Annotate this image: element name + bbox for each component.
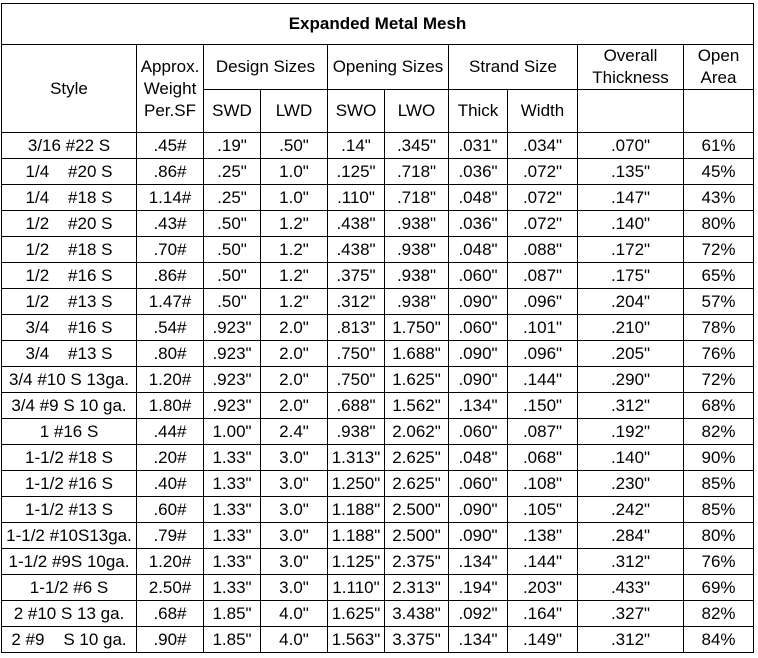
cell-lwd: 3.0" [261,445,328,471]
header-thick: Thick [449,90,508,133]
table-row [2,627,754,653]
cell-lwo: 2.313" [385,575,449,601]
cell-open: 90% [684,445,754,471]
cell-swd: 1.85" [204,627,261,653]
cell-lwo: 2.625" [385,471,449,497]
cell-open: 65% [684,263,754,289]
table-row [2,315,754,341]
table-row [2,133,754,159]
cell-style: 2 #9 S 10 ga. [2,627,137,653]
cell-weight: .45# [137,133,204,159]
cell-lwd: 1.2" [261,211,328,237]
cell-thick: .060" [449,471,508,497]
cell-lwd: 3.0" [261,575,328,601]
cell-thick: .031" [449,133,508,159]
header-strand-size: Strand Size [449,45,578,90]
table-row [2,159,754,185]
cell-open: 82% [684,601,754,627]
table-row [2,419,754,445]
header-lwd: LWD [261,90,328,133]
cell-swd: .923" [204,315,261,341]
cell-style: 3/4 #16 S [2,315,137,341]
cell-swd: 1.33" [204,523,261,549]
cell-overall: .192" [578,419,684,445]
cell-lwd: 1.2" [261,289,328,315]
cell-lwd: 1.2" [261,237,328,263]
header-swd: SWD [204,90,261,133]
cell-overall: .290" [578,367,684,393]
cell-style: 1-1/2 #10S13ga. [2,523,137,549]
cell-swd: .50" [204,263,261,289]
cell-swo: .438" [328,211,385,237]
cell-open: 68% [684,393,754,419]
cell-lwd: 1.0" [261,185,328,211]
cell-weight: .90# [137,627,204,653]
cell-lwd: 2.0" [261,341,328,367]
table-row [2,523,754,549]
cell-thick: .134" [449,549,508,575]
cell-weight: 1.14# [137,185,204,211]
cell-weight: .68# [137,601,204,627]
cell-swo: .375" [328,263,385,289]
table-row [2,367,754,393]
cell-overall: .284" [578,523,684,549]
cell-swd: 1.85" [204,601,261,627]
cell-width: .203" [508,575,578,601]
table-title: Expanded Metal Mesh [2,4,754,45]
cell-style: 1-1/2 #9S 10ga. [2,549,137,575]
cell-open: 69% [684,575,754,601]
cell-overall: .433" [578,575,684,601]
cell-lwd: 2.0" [261,315,328,341]
cell-lwo: 2.062" [385,419,449,445]
cell-thick: .048" [449,445,508,471]
table-container [1,3,754,653]
cell-weight: .60# [137,497,204,523]
cell-overall: .242" [578,497,684,523]
cell-open: 76% [684,341,754,367]
header-overall-thickness: Overall Thickness [578,45,684,90]
cell-overall: .210" [578,315,684,341]
cell-swd: 1.33" [204,471,261,497]
cell-lwd: 1.2" [261,263,328,289]
cell-lwd: 3.0" [261,497,328,523]
cell-style: 1 #16 S [2,419,137,445]
header-width: Width [508,90,578,133]
cell-lwo: .938" [385,263,449,289]
cell-lwd: .50" [261,133,328,159]
cell-lwd: 1.0" [261,159,328,185]
header-swo: SWO [328,90,385,133]
cell-overall: .312" [578,393,684,419]
cell-style: 1/4 #20 S [2,159,137,185]
cell-swd: 1.00" [204,419,261,445]
cell-overall: .230" [578,471,684,497]
cell-style: 1/2 #18 S [2,237,137,263]
table-row [2,471,754,497]
cell-open: 80% [684,211,754,237]
cell-style: 3/4 #13 S [2,341,137,367]
cell-thick: .060" [449,263,508,289]
cell-weight: 2.50# [137,575,204,601]
cell-thick: .090" [449,341,508,367]
cell-swd: 1.33" [204,497,261,523]
cell-swo: 1.625" [328,601,385,627]
cell-open: 80% [684,523,754,549]
cell-width: .034" [508,133,578,159]
cell-thick: .194" [449,575,508,601]
cell-width: .101" [508,315,578,341]
cell-swo: .438" [328,237,385,263]
cell-lwo: 1.688" [385,341,449,367]
cell-width: .164" [508,601,578,627]
cell-overall: .147" [578,185,684,211]
cell-lwo: 1.625" [385,367,449,393]
header-opening-sizes: Opening Sizes [328,45,449,90]
cell-open: 72% [684,367,754,393]
cell-lwd: 4.0" [261,601,328,627]
table-row [2,601,754,627]
header-lwo: LWO [385,90,449,133]
cell-swd: 1.33" [204,549,261,575]
cell-width: .072" [508,185,578,211]
table-row [2,549,754,575]
cell-lwo: 2.375" [385,549,449,575]
cell-weight: .86# [137,159,204,185]
cell-swd: .923" [204,367,261,393]
cell-style: 2 #10 S 13 ga. [2,601,137,627]
cell-swo: .110" [328,185,385,211]
cell-lwo: .718" [385,159,449,185]
cell-swd: .50" [204,211,261,237]
cell-weight: .43# [137,211,204,237]
cell-lwo: 2.625" [385,445,449,471]
cell-style: 1/2 #20 S [2,211,137,237]
cell-style: 3/4 #10 S 13ga. [2,367,137,393]
cell-style: 1-1/2 #18 S [2,445,137,471]
cell-width: .144" [508,549,578,575]
cell-thick: .090" [449,289,508,315]
cell-weight: .70# [137,237,204,263]
cell-open: 85% [684,497,754,523]
cell-lwd: 3.0" [261,523,328,549]
cell-swo: .938" [328,419,385,445]
cell-weight: .54# [137,315,204,341]
cell-open: 45% [684,159,754,185]
cell-open: 85% [684,471,754,497]
cell-thick: .090" [449,523,508,549]
cell-width: .088" [508,237,578,263]
cell-open: 72% [684,237,754,263]
cell-weight: 1.47# [137,289,204,315]
cell-style: 3/4 #9 S 10 ga. [2,393,137,419]
cell-width: .087" [508,263,578,289]
table-row [2,185,754,211]
cell-width: .144" [508,367,578,393]
cell-style: 3/16 #22 S [2,133,137,159]
cell-lwd: 2.4" [261,419,328,445]
cell-lwd: 2.0" [261,393,328,419]
cell-swo: 1.563" [328,627,385,653]
cell-lwo: .718" [385,185,449,211]
cell-width: .108" [508,471,578,497]
cell-lwd: 2.0" [261,367,328,393]
cell-thick: .134" [449,627,508,653]
cell-lwo: 1.750" [385,315,449,341]
cell-lwo: 2.500" [385,497,449,523]
cell-lwo: 2.500" [385,523,449,549]
table-row [2,393,754,419]
cell-lwo: 1.562" [385,393,449,419]
cell-swo: .688" [328,393,385,419]
table-row [2,445,754,471]
cell-weight: .86# [137,263,204,289]
cell-open: 84% [684,627,754,653]
cell-swd: .923" [204,393,261,419]
cell-overall: .205" [578,341,684,367]
cell-style: 1/4 #18 S [2,185,137,211]
cell-overall: .312" [578,549,684,575]
table-row [2,575,754,601]
cell-style: 1-1/2 #16 S [2,471,137,497]
cell-swo: .312" [328,289,385,315]
cell-swo: .125" [328,159,385,185]
cell-weight: 1.20# [137,367,204,393]
table-row [2,497,754,523]
cell-swo: 1.125" [328,549,385,575]
cell-width: .068" [508,445,578,471]
cell-width: .072" [508,159,578,185]
cell-weight: .79# [137,523,204,549]
cell-open: 57% [684,289,754,315]
table-row [2,211,754,237]
cell-overall: .327" [578,601,684,627]
cell-overall: .172" [578,237,684,263]
header-weight-bottom: Per.SF [144,100,196,120]
cell-overall: .140" [578,211,684,237]
cell-weight: 1.20# [137,549,204,575]
header-style: Style [2,45,137,133]
cell-swd: 1.33" [204,445,261,471]
cell-swo: 1.110" [328,575,385,601]
cell-open: 61% [684,133,754,159]
cell-weight: .20# [137,445,204,471]
cell-lwd: 3.0" [261,549,328,575]
cell-lwd: 4.0" [261,627,328,653]
cell-swo: .14" [328,133,385,159]
cell-overall: .140" [578,445,684,471]
cell-lwo: 3.438" [385,601,449,627]
header-weight-top: Approx. Weight [140,56,200,98]
cell-overall: .175" [578,263,684,289]
expanded-metal-mesh-table [1,3,754,653]
cell-swd: .25" [204,159,261,185]
cell-width: .096" [508,289,578,315]
cell-overall: .135" [578,159,684,185]
cell-width: .072" [508,211,578,237]
cell-width: .105" [508,497,578,523]
table-row [2,263,754,289]
cell-lwo: .938" [385,211,449,237]
cell-lwo: .345" [385,133,449,159]
cell-style: 1/2 #13 S [2,289,137,315]
cell-thick: .036" [449,159,508,185]
cell-style: 1/2 #16 S [2,263,137,289]
cell-lwo: .938" [385,289,449,315]
cell-weight: .80# [137,341,204,367]
cell-swo: .750" [328,341,385,367]
cell-style: 1-1/2 #6 S [2,575,137,601]
header-open-area: Open Area [684,45,754,90]
cell-width: .087" [508,419,578,445]
cell-overall: .312" [578,627,684,653]
cell-open: 82% [684,419,754,445]
cell-width: .096" [508,341,578,367]
cell-swd: .25" [204,185,261,211]
cell-swo: 1.313" [328,445,385,471]
header-design-sizes: Design Sizes [204,45,328,90]
cell-open: 43% [684,185,754,211]
cell-thick: .048" [449,237,508,263]
cell-width: .149" [508,627,578,653]
cell-thick: .060" [449,419,508,445]
cell-thick: .090" [449,367,508,393]
header-open-blank [684,90,754,133]
table-body [2,133,754,653]
cell-weight: .40# [137,471,204,497]
header-weight [137,45,204,133]
table-row [2,237,754,263]
cell-swo: 1.250" [328,471,385,497]
cell-thick: .090" [449,497,508,523]
cell-swd: .923" [204,341,261,367]
cell-width: .150" [508,393,578,419]
cell-swd: 1.33" [204,575,261,601]
cell-thick: .134" [449,393,508,419]
cell-thick: .060" [449,315,508,341]
cell-thick: .036" [449,211,508,237]
cell-open: 78% [684,315,754,341]
cell-weight: 1.80# [137,393,204,419]
table-row [2,341,754,367]
table-row [2,289,754,315]
cell-style: 1-1/2 #13 S [2,497,137,523]
cell-swo: .750" [328,367,385,393]
cell-lwo: 3.375" [385,627,449,653]
cell-thick: .048" [449,185,508,211]
cell-open: 76% [684,549,754,575]
cell-thick: .092" [449,601,508,627]
cell-overall: .070" [578,133,684,159]
cell-swd: .19" [204,133,261,159]
cell-weight: .44# [137,419,204,445]
cell-lwd: 3.0" [261,471,328,497]
cell-swo: .813" [328,315,385,341]
cell-swd: .50" [204,289,261,315]
cell-lwo: .938" [385,237,449,263]
header-overall-blank [578,90,684,133]
cell-swo: 1.188" [328,497,385,523]
cell-overall: .204" [578,289,684,315]
cell-swo: 1.188" [328,523,385,549]
cell-width: .138" [508,523,578,549]
cell-swd: .50" [204,237,261,263]
